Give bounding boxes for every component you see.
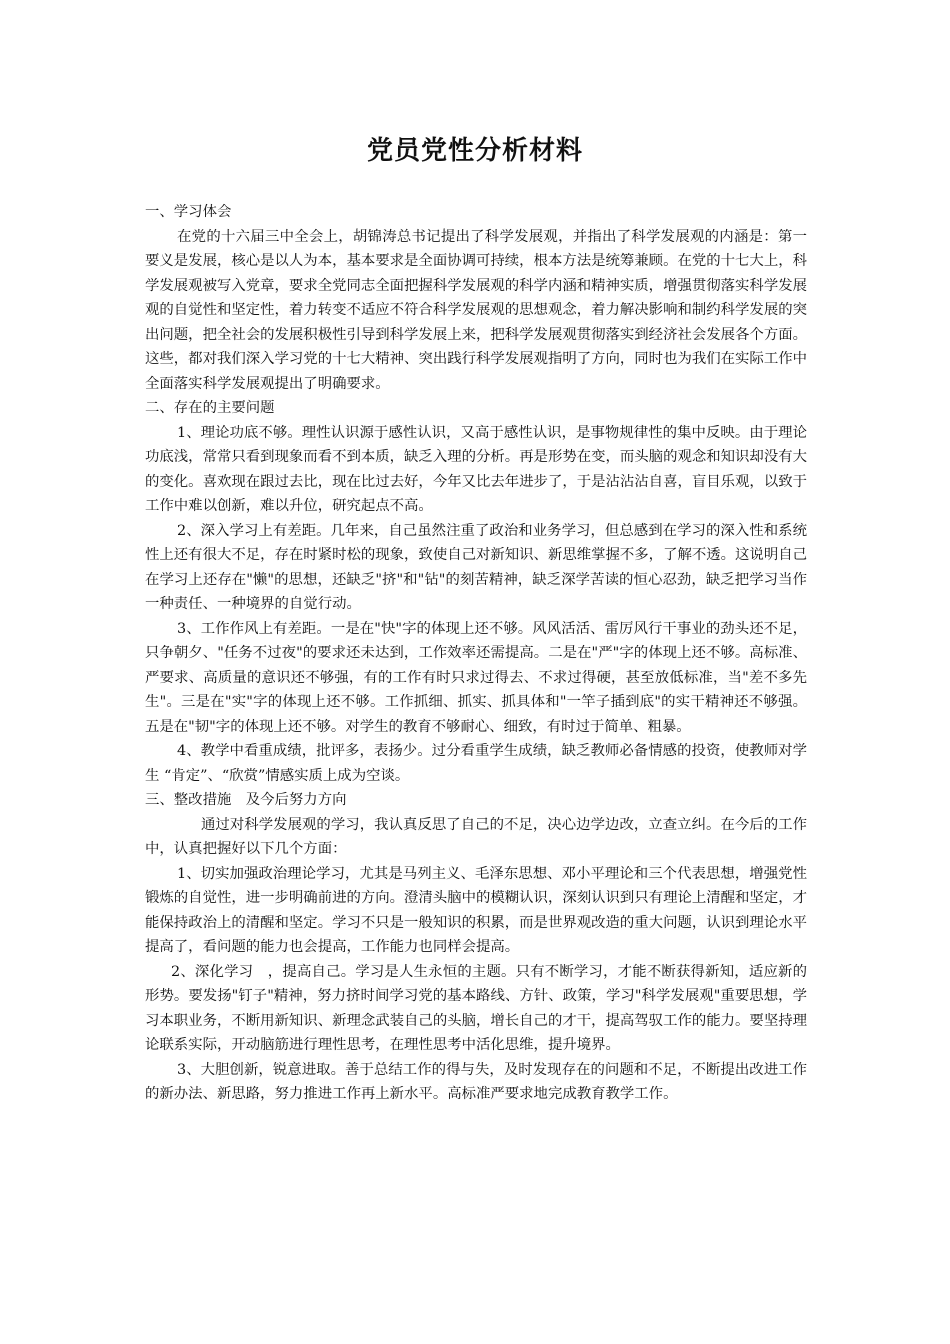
document-body xyxy=(145,200,807,1107)
paragraph-problem-theory: 1、理论功底不够。理性认识源于感性认识，又高于感性认识，是事物规律性的集中反映。由于理论功底浅，常常只看到现象而看不到本质，缺乏入理的分析。再是形势在变，而头脑的观念和知识却没有大的变化。喜欢现在跟过去比，现在比过去好，今年又比去年进步了，于是沾沾沾自喜，盲目乐观，以致于工作中难以创新，难以升位，研究起点不高。 xyxy=(145,424,807,514)
paragraph-study-experience: 在党的十六届三中全会上，胡锦涛总书记提出了科学发展观，并指出了科学发展观的内涵是：第一要义是发展，核心是以人为本，基本要求是全面协调可持续，根本方法是统筹兼顾。在党的十七大上，科学发展观被写入党章，要求全党同志全面把握科学发展观的科学内涵和精神实质，增强贯彻落实科学发展观的自觉性和坚定性，着力转变不适应不符合科学发展观的思想观念，着力解决影响和制约科学发展的突出问题，把全社会的发展积极性引导到科学发展上来，把科学发展观贯彻落实到经济社会发展各个方面。这些，都对我们深入学习党的十七大精神、突出践行科学发展观指明了方向，同时也为我们在实际工作中全面落实科学发展观提出了明确要求。 xyxy=(145,228,807,392)
paragraph-measure-political-study: 1、切实加强政治理论学习，尤其是马列主义、毛泽东思想、邓小平理论和三个代表思想，增强党性锻炼的自觉性，进一步明确前进的方向。澄清头脑中的模糊认识，深刻认识到只有理论上清醒和坚定，才能保持政治上的清醒和坚定。学习不只是一般知识的积累，而是世界观改造的重大问题，认识到理论水平提高了，看问题的能力也会提高，工作能力也同样会提高。 xyxy=(145,865,807,955)
paragraph-problem-learning: 2、深入学习上有差距。几年来，自己虽然注重了政治和业务学习，但总感到在学习的深入性和系统性上还有很大不足，存在时紧时松的现象，致使自己对新知识、新思维掌握不多，了解不透。这说明自己在学习上还存在"懒"的思想，还缺乏"挤"和"钻"的刻苦精神，缺乏深学苦读的恒心忍劲，缺乏把学习当作一种责任、一种境界的自觉行动。 xyxy=(145,522,807,612)
paragraph-problem-work-style: 3、工作作风上有差距。一是在"快"字的体现上还不够。风风活活、雷厉风行干事业的劲头还不足，只争朝夕、"任务不过夜"的要求还未达到，工作效率还需提高。二是在"严"字的体现上还不够。高标准、严要求、高质量的意识还不够强，有的工作有时只求过得去、不求过得硬，甚至放低标准，当"差不多先生"。三是在"实"字的体现上还不够。工作抓细、抓实、抓具体和"一竿子插到底"的实干精神还不够强。五是在"韧"字的体现上还不够。对学生的教育不够耐心、细致，有时过于简单、粗暴。 xyxy=(145,620,807,735)
paragraph-measures-intro: 通过对科学发展观的学习，我认真反思了自己的不足，决心边学边改，立查立纠。在今后的工作中，认真把握好以下几个方面： xyxy=(145,816,807,857)
section-heading-problems: 二、存在的主要问题 xyxy=(145,400,275,416)
paragraph-measure-deepen-study: 2、深化学习 ，提高自己。学习是人生永恒的主题。只有不断学习，才能不断获得新知，适应新的形势。要发扬"钉子"精神，努力挤时间学习党的基本路线、方针、政策，学习"科学发展观"重要思想，学习本职业务，不断用新知识、新理念武装自己的头脑，增长自己的才干，提高驾驭工作的能力。要坚持理论联系实际，开动脑筋进行理性思考，在理性思考中活化思维，提升境界。 xyxy=(145,963,807,1053)
paragraph-measure-innovation: 3、大胆创新，锐意进取。善于总结工作的得与失，及时发现存在的问题和不足，不断提出改进工作的新办法、新思路，努力推进工作再上新水平。高标准严要求地完成教育教学工作。 xyxy=(145,1061,807,1102)
section-heading-study: 一、学习体会 xyxy=(145,204,232,220)
section-heading-measures: 三、整改措施 及今后努力方向 xyxy=(145,792,347,808)
paragraph-problem-teaching: 4、教学中看重成绩，批评多，表扬少。过分看重学生成绩，缺乏教师必备情感的投资，使教师对学生 “肯定”、“欣赏”情感实质上成为空谈。 xyxy=(145,743,807,784)
document-title: 党员党性分析材料 xyxy=(366,136,583,166)
